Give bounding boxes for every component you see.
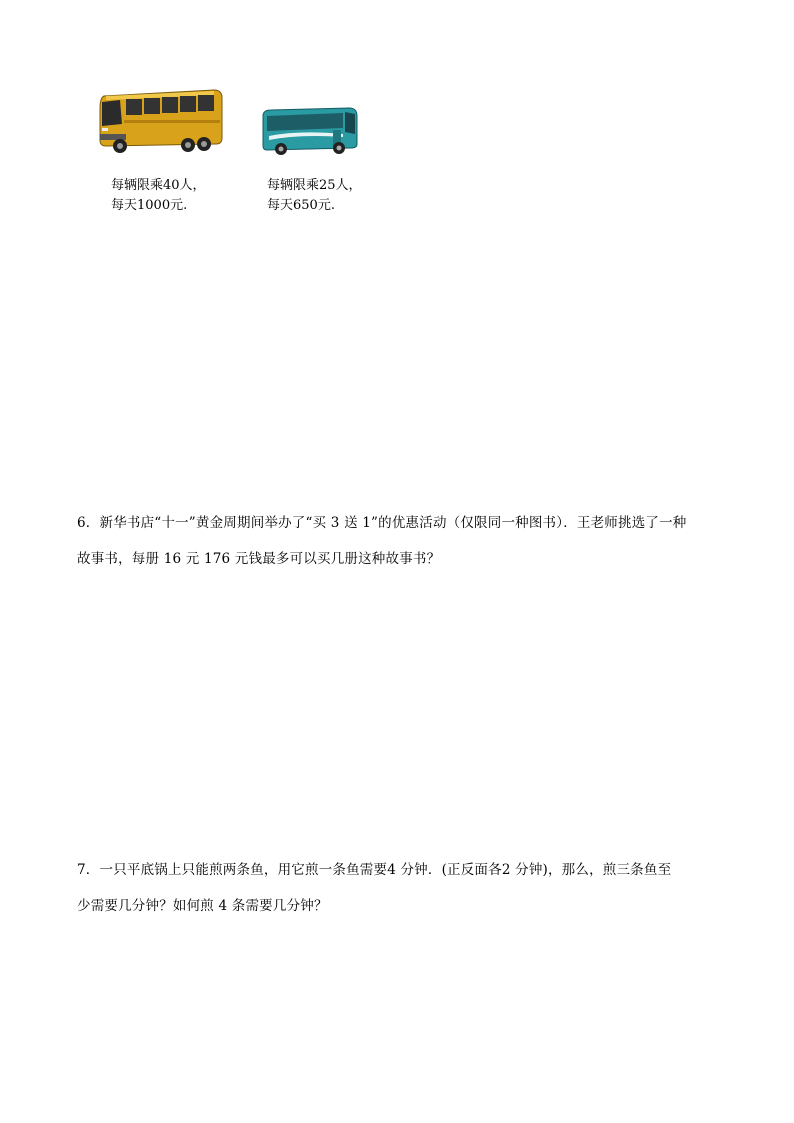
- bus-1-capacity: 每辆限乘40人，: [111, 178, 206, 193]
- bus-2-caption: [267, 176, 362, 216]
- question-6: [77, 505, 727, 577]
- bus-1-caption: [111, 176, 206, 216]
- bus-2-capacity: 每辆限乘25人，: [267, 178, 362, 193]
- question-6-line-1: 6．新华书店“十一”黄金周期间举办了“买 3 送 1”的优惠活动（仅限同一种图书）．王老师挑选了一种: [77, 515, 687, 531]
- question-6-line-2: 故事书，每册 16 元 176 元钱最多可以买几册这种故事书？: [77, 551, 441, 567]
- bus-1-price: 每天1000元.: [111, 198, 188, 213]
- bus-2-price: 每天650元.: [267, 198, 335, 213]
- question-7: [77, 852, 727, 924]
- question-7-line-2: 少需要几分钟？如何煎 4 条需要几分钟？: [77, 898, 328, 914]
- teal-bus-image: [259, 104, 361, 156]
- question-7-line-1: 7．一只平底锅上只能煎两条鱼，用它煎一条鱼需要4 分钟．(正反面各2 分钟)，那么，煎三条鱼至: [77, 862, 672, 878]
- yellow-bus-image: [96, 86, 226, 156]
